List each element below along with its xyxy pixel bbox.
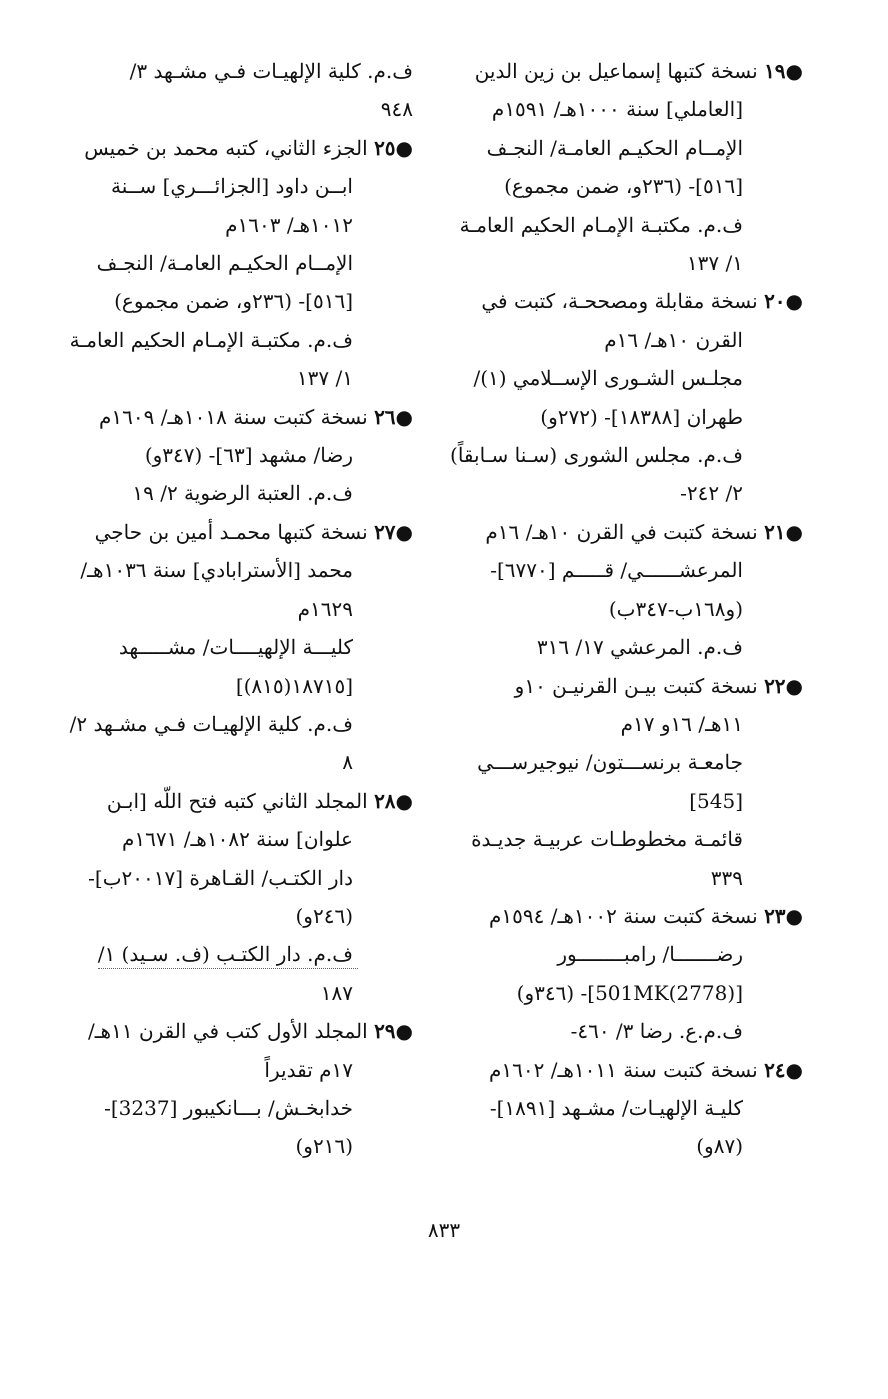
- entry-number: ●٢٩: [374, 1019, 413, 1044]
- entry-line: ف.م. مكتبـة الإمـام الحكيم العامـة: [69, 327, 353, 352]
- entry-line: ٨: [342, 750, 353, 775]
- entry-line: (٢٤٦و): [295, 903, 353, 928]
- catalog-entry: [78, 398, 413, 513]
- entry-line: ٢/ ٢٤٢-: [680, 481, 743, 506]
- entry-text: المجلد الأول كتب في القرن ١١هـ/: [87, 1019, 368, 1044]
- entry-text: نسخة كتبت في القرن ١٠هـ/ ١٦م: [485, 519, 758, 544]
- entry-first-line: [465, 897, 803, 935]
- catalog-entry: [450, 282, 803, 512]
- entry-line: ١/ ١٣٧: [296, 366, 353, 391]
- entry-line: (و١٦٨ب-٣٤٧ب): [608, 596, 743, 621]
- entry-number: ●٢٦: [374, 404, 413, 429]
- entry-line: المرعشــــــي/ قـــــم [٦٧٧٠]-: [490, 558, 743, 583]
- catalog-entry: [459, 52, 803, 282]
- entry-line: مجلـس الشـورى الإســلامي (١)/: [473, 366, 743, 391]
- entry-text: نسخة كتبها محمـد أمين بن حاجي: [94, 519, 368, 544]
- catalog-entry: [465, 513, 803, 667]
- entry-line: ٩٤٨: [380, 97, 413, 122]
- entry-line: ابــن داود [الجزائـــري] ســنة: [111, 174, 353, 199]
- entry-line: ١/ ١٣٧: [686, 251, 743, 276]
- entry-line: [545]: [689, 788, 743, 813]
- entry-text: نسخة كتبت بيـن القرنيـن ١٠و: [514, 673, 758, 698]
- entry-number: ●١٩: [764, 59, 803, 83]
- catalog-entry: [465, 1051, 803, 1166]
- entry-text: المجلد الثاني كتبه فتح اللّه [ابـن: [106, 788, 368, 813]
- entry-line: ١٦٢٩م: [297, 596, 353, 621]
- entry-text: نسخة مقابلة ومصححـة، كتبت في: [481, 289, 758, 314]
- entry-first-line: [465, 1051, 803, 1089]
- entry-line: ف.م. العتبة الرضوية ٢/ ١٩: [132, 481, 353, 506]
- entry-text: نسخة كتبها إسماعيل بن زين الدين: [474, 59, 758, 83]
- entry-line: الإمــام الحكيـم العامـة/ النجـف: [96, 251, 353, 276]
- entry-line: ١٨٧: [320, 980, 353, 1005]
- entry-first-line: [78, 1012, 413, 1050]
- entry-line: القرن ١٠هـ/ ١٦م: [604, 327, 743, 352]
- catalog-entry: [78, 1012, 413, 1166]
- entry-number: ●٢٨: [374, 788, 413, 813]
- entry-line: [501MK(2778)]- (٣٤٦و): [516, 980, 743, 1005]
- entry-first-line: [78, 398, 413, 436]
- entry-line: كليـــة الإلهيــــات/ مشـــــهد: [118, 635, 353, 660]
- entry-line: ٣٣٩: [710, 865, 743, 890]
- entry-line: ف.م. المرعشي ١٧/ ٣١٦: [536, 635, 743, 660]
- catalog-entry: [69, 129, 413, 398]
- catalog-entry: [465, 897, 803, 1051]
- entry-number: ●٢٠: [764, 289, 803, 314]
- entry-text: الجزء الثاني، كتبه محمد بن خميس: [84, 135, 368, 160]
- entry-first-line: [465, 282, 803, 320]
- entry-number: ●٢٥: [374, 135, 413, 160]
- right-column: [450, 52, 803, 1166]
- entry-first-line: [78, 513, 413, 551]
- entry-line: ١١هـ/ ١٦و ١٧م: [620, 711, 743, 736]
- entry-line: جامعـة برنســـتون/ نيوجيرســـي: [477, 750, 743, 775]
- catalog-entry: [78, 782, 413, 1012]
- entry-text: نسخة كتبت سنة ١٠١٨هـ/ ١٦٠٩م: [99, 404, 368, 429]
- entry-line: [٥١٦]- (٢٣٦و، ضمن مجموع): [114, 289, 353, 314]
- page-number: ٨٣٣: [427, 1218, 461, 1242]
- entry-line: محمد [الأسترابادي] سنة ١٠٣٦هـ/: [80, 558, 353, 583]
- entry-line: رضـــــــا/ رامبــــــــور: [557, 942, 743, 967]
- entry-line: كليـة الإلهيـات/ مشـهد [١٨٩١]-: [489, 1095, 743, 1120]
- entry-first-line: ف.م. كلية الإلهيـات فـي مشـهد ٣/: [129, 59, 413, 83]
- entry-line: ١٠١٢هـ/ ١٦٠٣م: [225, 212, 353, 237]
- entry-text: نسخة كتبت سنة ١٠٠٢هـ/ ١٥٩٤م: [489, 903, 758, 928]
- entry-line: طهران [١٨٣٨٨]- (٢٧٢و): [540, 404, 743, 429]
- entry-number: ●٢٤: [764, 1057, 803, 1082]
- catalog-entry: [78, 52, 413, 129]
- entry-line: [٥١٦]- (٢٣٦و، ضمن مجموع): [504, 174, 743, 199]
- entry-first-line: [465, 667, 803, 705]
- entry-line: ف.م.ع. رضا ٣/ ٤٦٠-: [570, 1019, 743, 1044]
- entry-line: الإمــام الحكيـم العامـة/ النجـف: [486, 135, 743, 160]
- entry-line: علوان] سنة ١٠٨٢هـ/ ١٦٧١م: [121, 827, 353, 852]
- entry-number: ●٢٣: [764, 903, 803, 928]
- entry-number: ●٢٢: [764, 673, 803, 698]
- entry-line: ١٧م تقديراً: [264, 1057, 353, 1082]
- catalog-entry: [465, 667, 803, 897]
- entry-line: خدابخـش/ بـــانكيبور [3237]-: [104, 1095, 353, 1120]
- entry-line: ف.م. كلية الإلهيـات فـي مشـهد ٢/: [69, 711, 353, 736]
- entry-line: ف.م. مجلس الشورى (سـنا سـابقاً): [450, 443, 743, 468]
- entry-line: رضا/ مشهد [٦٣]- (٣٤٧و): [144, 443, 353, 468]
- entry-line: [١٨٧١٥(٨١٥)]: [235, 673, 353, 698]
- entry-line: (٢١٦و): [295, 1134, 353, 1159]
- dotted-rule: [98, 968, 358, 969]
- entry-line: ف.م. دار الكتـب (ف. سـيد) ١/: [97, 942, 353, 967]
- entry-first-line: [78, 129, 413, 167]
- entry-line: [العاملي] سنة ١٠٠٠هـ/ ١٥٩١م: [491, 97, 743, 122]
- entry-line: (٨٧و): [696, 1134, 743, 1159]
- entry-line: ف.م. مكتبـة الإمـام الحكيم العامـة: [459, 212, 743, 237]
- entry-first-line: [465, 52, 803, 90]
- catalog-entry: [69, 513, 413, 782]
- entry-first-line: [78, 782, 413, 820]
- entry-number: ●٢٧: [374, 519, 413, 544]
- entry-first-line: [465, 513, 803, 551]
- entry-line: دار الكتـب/ القـاهرة [٢٠٠١٧ب]-: [88, 865, 353, 890]
- entry-text: نسخة كتبت سنة ١٠١١هـ/ ١٦٠٢م: [489, 1057, 758, 1082]
- entry-number: ●٢١: [764, 519, 803, 544]
- entry-line: قائمـة مخطوطـات عربيـة جديـدة: [471, 827, 743, 852]
- left-column: [69, 52, 413, 1166]
